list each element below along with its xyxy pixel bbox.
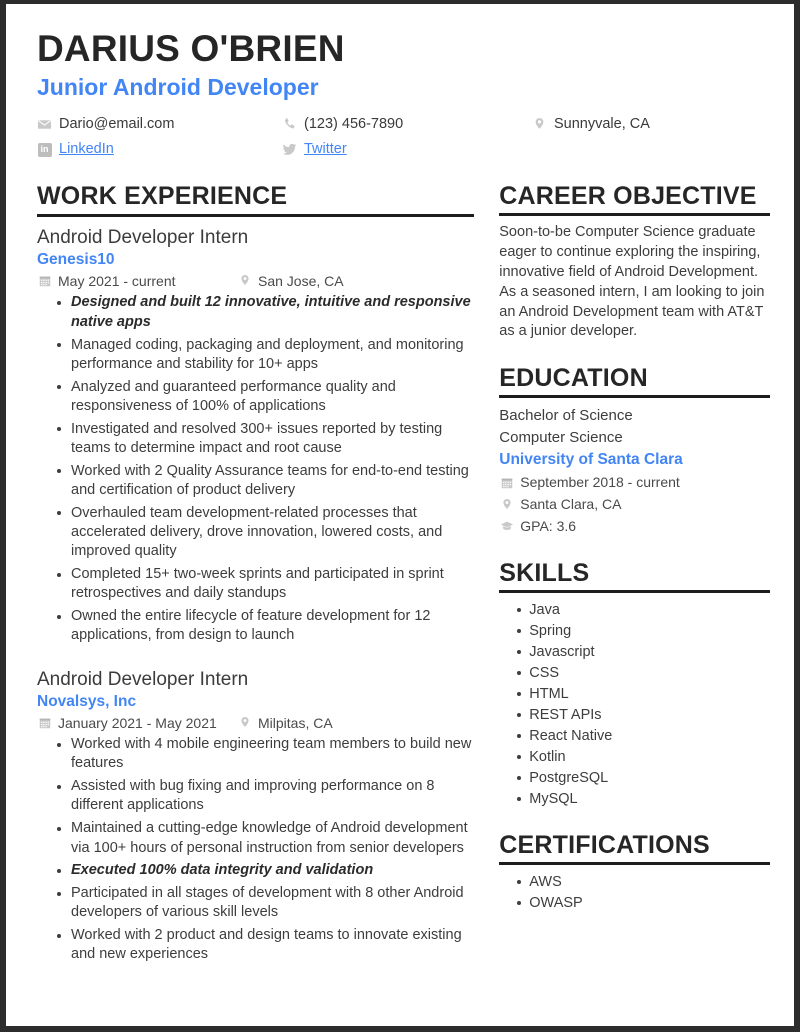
contact-email-text: Dario@email.com [59,116,175,133]
education-dates-group [499,472,770,494]
phone-icon [282,117,297,132]
graduation-cap-icon [499,519,514,534]
page-title: DARIUS O'BRIEN [37,28,345,69]
education-gpa-group [499,516,770,538]
right-column [499,182,770,968]
contact-details [37,112,797,162]
section-education [499,364,770,537]
contact-phone [282,117,532,132]
contact-twitter-link[interactable]: Twitter [304,141,347,158]
list-item: Spring [529,621,770,641]
contact-location [532,117,782,132]
section-skills [499,559,770,809]
career-objective-heading: CAREER OBJECTIVE [499,182,757,211]
contact-phone-text: (123) 456-7890 [304,116,404,133]
list-item: PostgreSQL [529,768,770,788]
education-degree: Bachelor of Science [499,407,633,425]
list-item: Java [529,600,770,620]
list-item: AWS [529,872,770,892]
work-entry-location: San Jose, CA [258,273,344,290]
education-gpa: GPA: 3.6 [520,517,577,534]
education-school: University of Santa Clara [499,450,683,468]
map-pin-icon [237,716,252,731]
list-item: Worked with 2 Quality Assurance teams for end-to-end testing and certification of product delivery [71,462,474,501]
list-item: Worked with 4 mobile engineering team members to build new features [71,735,474,774]
list-item: MySQL [529,789,770,809]
map-pin-icon [532,117,547,132]
work-entry-title: Android Developer Intern [37,668,249,690]
list-item: Javascript [529,642,770,662]
skills-heading: SKILLS [499,559,590,588]
list-item: Owned the entire lifecycle of feature development for 12 applications, from design to launch [71,607,474,646]
skills-divider [499,590,770,593]
work-entry [37,668,474,965]
work-experience-divider [37,214,474,217]
work-experience-heading: WORK EXPERIENCE [37,182,288,211]
work-entry-meta [37,715,474,731]
resume-sheet [6,4,794,1026]
contact-email [37,117,282,132]
list-item: Kotlin [529,747,770,767]
education-heading: EDUCATION [499,364,648,393]
career-objective-divider [499,213,770,216]
list-item: Investigated and resolved 300+ issues reported by testing teams to determine impact and root cause [71,420,474,459]
education-location-group [499,494,770,516]
work-entry-dates-group [37,715,237,731]
certifications-list [499,872,770,913]
map-pin-icon [237,274,252,289]
contact-linkedin[interactable] [37,142,282,157]
list-item: Analyzed and guaranteed performance quality and responsiveness of 100% of applications [71,378,474,417]
work-entry-location: Milpitas, CA [258,715,333,732]
calendar-icon [499,476,514,491]
list-item: Worked with 2 product and design teams to innovate existing and new experiences [71,926,474,965]
map-pin-icon [499,497,514,512]
list-item: Overhauled team development-related processes that accelerated delivery, drove innovation, lowered costs, and improved quality [71,504,474,562]
work-entry-bullets [37,735,474,965]
work-entry-location-group [237,715,333,731]
list-item: Designed and built 12 innovative, intuitive and responsive native apps [71,293,474,332]
work-entry-title: Android Developer Intern [37,227,249,249]
certifications-heading: CERTIFICATIONS [499,831,710,860]
job-title-subheading: Junior Android Developer [37,73,319,100]
twitter-icon [282,142,297,157]
list-item: Assisted with bug fixing and improving performance on 8 different applications [71,777,474,816]
list-item: Participated in all stages of development with 8 other Android developers of various skill levels [71,884,474,923]
work-entry-location-group [237,273,344,289]
column-gap [474,182,499,968]
work-entry-company: Novalsys, Inc [37,692,137,710]
contact-twitter[interactable] [282,142,532,157]
work-entry-bullets [37,293,474,645]
skills-list [499,600,770,809]
section-career-objective [499,182,770,342]
list-item: Completed 15+ two-week sprints and participated in sprint retrospectives and daily standups [71,565,474,604]
list-item: REST APIs [529,705,770,725]
career-objective-text: Soon-to-be Computer Science graduate eager to continue exploring the inspiring, innovative field of Android Development. As a seasoned intern, I am looking to join an Android Development team with AT&T as a junior developer. [499,224,765,340]
resume-header [31,30,770,162]
certifications-divider [499,862,770,865]
work-entry-dates: May 2021 - current [58,273,176,290]
list-item: HTML [529,684,770,704]
left-column [31,182,474,968]
section-certifications [499,831,770,913]
education-major: Computer Science [499,429,623,447]
contact-row-1 [37,112,797,137]
work-entry-dates-group [37,273,237,289]
list-item: Managed coding, packaging and deployment, and monitoring performance and stability for 10+ apps [71,336,474,375]
education-dates: September 2018 - current [520,474,680,491]
contact-linkedin-link[interactable]: LinkedIn [59,141,114,158]
education-divider [499,395,770,398]
list-item: Executed 100% data integrity and validation [71,861,474,880]
section-work-experience [37,182,474,965]
list-item: OWASP [529,893,770,913]
education-location: Santa Clara, CA [520,495,622,512]
resume-body [31,182,770,968]
list-item: React Native [529,726,770,746]
work-entry-meta [37,273,474,289]
envelope-icon [37,117,52,132]
linkedin-icon: in [37,142,52,157]
contact-location-text: Sunnyvale, CA [554,116,650,133]
list-item: CSS [529,663,770,683]
list-item: Maintained a cutting-edge knowledge of Android development via 100+ hours of personal instruction from senior developers [71,819,474,858]
contact-row-2 [37,137,797,162]
calendar-icon [37,716,52,731]
work-entry-dates: January 2021 - May 2021 [58,715,217,732]
calendar-icon [37,274,52,289]
work-entry [37,226,474,646]
work-entry-company: Genesis10 [37,250,115,268]
